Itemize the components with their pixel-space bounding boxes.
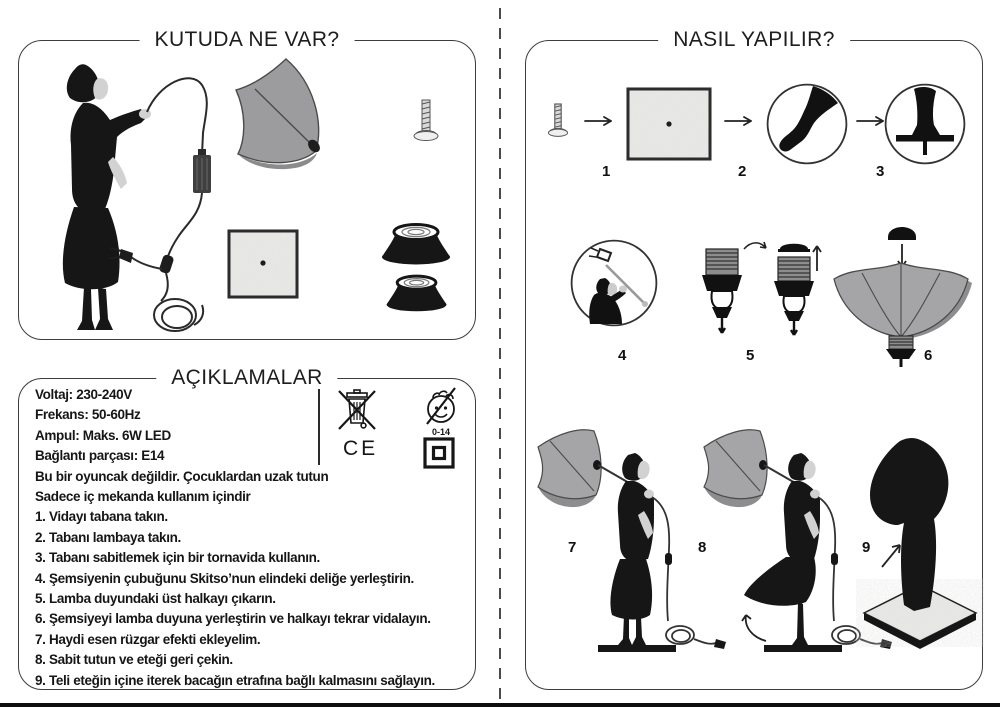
lamp-socket-icon — [193, 149, 211, 193]
explanations-panel — [18, 366, 476, 690]
step4-hand-hole-circle — [570, 239, 658, 327]
instruction-step-5: 5. Lamba duyundaki üst halkayı çıkarın. — [35, 591, 276, 607]
age-range-label: 0-14 — [431, 427, 450, 437]
base-edge-bar — [896, 135, 954, 142]
base-center-hole — [260, 260, 265, 265]
weee-bin-icon — [335, 387, 379, 433]
step-number-6: 6 — [924, 347, 933, 364]
inline-switch-icon — [158, 254, 174, 275]
upper-ring-cap — [778, 244, 810, 252]
blown-skirt — [744, 557, 816, 606]
umbrella-shade — [538, 430, 601, 507]
step-number-4: 4 — [618, 347, 627, 364]
instruction-step-8: 8. Sabit tutun ve eteği geri çekin. — [35, 652, 233, 668]
inline-switch-icon — [665, 553, 672, 565]
cord-to-coil — [161, 273, 168, 301]
step-number-5: 5 — [746, 347, 755, 364]
instruction-step-3: 3. Tabanı sabitlemek için bir tornavida kullanın. — [35, 550, 320, 566]
instruction-step-2: 2. Tabanı lambaya takın. — [35, 529, 181, 545]
explanations-title: AÇIKLAMALAR — [156, 365, 337, 391]
umbrella-shade — [704, 430, 767, 507]
curved-arrow-icon — [744, 242, 766, 249]
socket-assembled — [702, 249, 742, 333]
wooden-base-illustration — [227, 229, 299, 299]
warning-not-a-toy: Bu bir oyuncak değildir. Çocuklardan uzak tutun — [35, 468, 329, 484]
step-number-9: 9 — [862, 539, 871, 556]
shade-ring-icon — [387, 276, 447, 311]
step2-leg-detail-circle — [766, 83, 848, 165]
spec-voltage: Voltaj: 230-240V — [35, 387, 132, 402]
spec-fitting: Bağlantı parçası: E14 — [35, 448, 165, 464]
age-0-14-icon — [421, 385, 461, 427]
base-bar — [598, 645, 676, 652]
figure-silhouette — [63, 64, 146, 330]
cord-to-plug — [131, 257, 162, 269]
page-edge-shadow — [0, 703, 1000, 707]
spec-frequency: Frekans: 50-60Hz — [35, 407, 141, 423]
step5-socket-ring-illustration — [698, 241, 823, 359]
ring-cap — [888, 227, 916, 240]
whats-in-box-title: KUTUDA NE VAR? — [140, 27, 355, 53]
class-ii-double-square-icon — [423, 437, 455, 469]
spec-bulb: Ampul: Maks. 6W LED — [35, 427, 171, 443]
base-center-hole — [666, 121, 671, 126]
cord-middle — [167, 193, 202, 259]
ce-mark: CE — [343, 437, 379, 460]
instruction-step-6: 6. Şemsiyeyi lamba duyuna yerleştirin ve halkayı tekrar vidalayın. — [35, 611, 431, 627]
step9-wire-tuck-illustration — [856, 433, 984, 663]
figure-silhouette — [610, 453, 654, 645]
shade-ring-icon — [382, 225, 450, 265]
instruction-step-7: 7. Haydi esen rüzgar efekti ekleyelim. — [35, 631, 261, 647]
socket-ring-removed — [774, 244, 814, 335]
specs-icons-divider — [318, 389, 320, 465]
step-number-2: 2 — [738, 163, 747, 180]
screw-icon — [411, 97, 441, 143]
hand-on-rod — [619, 286, 627, 293]
figure-with-cord-illustration — [29, 57, 229, 337]
umbrella-shade-illustration — [225, 55, 337, 173]
how-to-title: NASIL YAPILIR? — [658, 27, 850, 53]
arrow-up-icon — [813, 246, 821, 271]
step3-foot-on-base-circle — [884, 83, 966, 165]
step-number-7: 7 — [568, 539, 577, 556]
shade-rings-illustration — [379, 221, 453, 316]
arrow-right-icon — [724, 115, 758, 127]
fold-dashed-divider — [499, 8, 501, 700]
inline-switch-icon — [831, 553, 838, 565]
screw-icon — [546, 101, 570, 139]
instruction-step-4: 4. Şemsiyenin çubuğunu Skitso’nun elindeki deliğe yerleştirin. — [35, 570, 414, 586]
figure-from-below — [870, 438, 948, 611]
instruction-step-1: 1. Vidayı tabana takın. — [35, 509, 168, 525]
step6-shade-on-socket-illustration — [826, 227, 976, 367]
curved-arrow-icon — [742, 615, 766, 641]
socket-under-shade — [886, 336, 916, 367]
step-number-3: 3 — [876, 163, 885, 180]
step-number-1: 1 — [602, 163, 611, 180]
cord-upper-loop — [147, 78, 207, 155]
instruction-step-9: 9. Teli eteğin içine iterek bacağın etrafına bağlı kalmasını sağlayın. — [35, 672, 435, 688]
base-bar — [764, 645, 842, 652]
how-to-panel — [525, 28, 983, 690]
wooden-base-step-illustration — [626, 87, 712, 161]
warning-indoor-only: Sadece iç mekanda kullanım içindir — [35, 489, 251, 505]
arrow-up-right-icon — [882, 545, 900, 567]
step-number-8: 8 — [698, 539, 707, 556]
cord-coil-icon — [154, 299, 203, 331]
whats-in-box-panel — [18, 28, 476, 340]
arrow-right-icon — [584, 115, 618, 127]
